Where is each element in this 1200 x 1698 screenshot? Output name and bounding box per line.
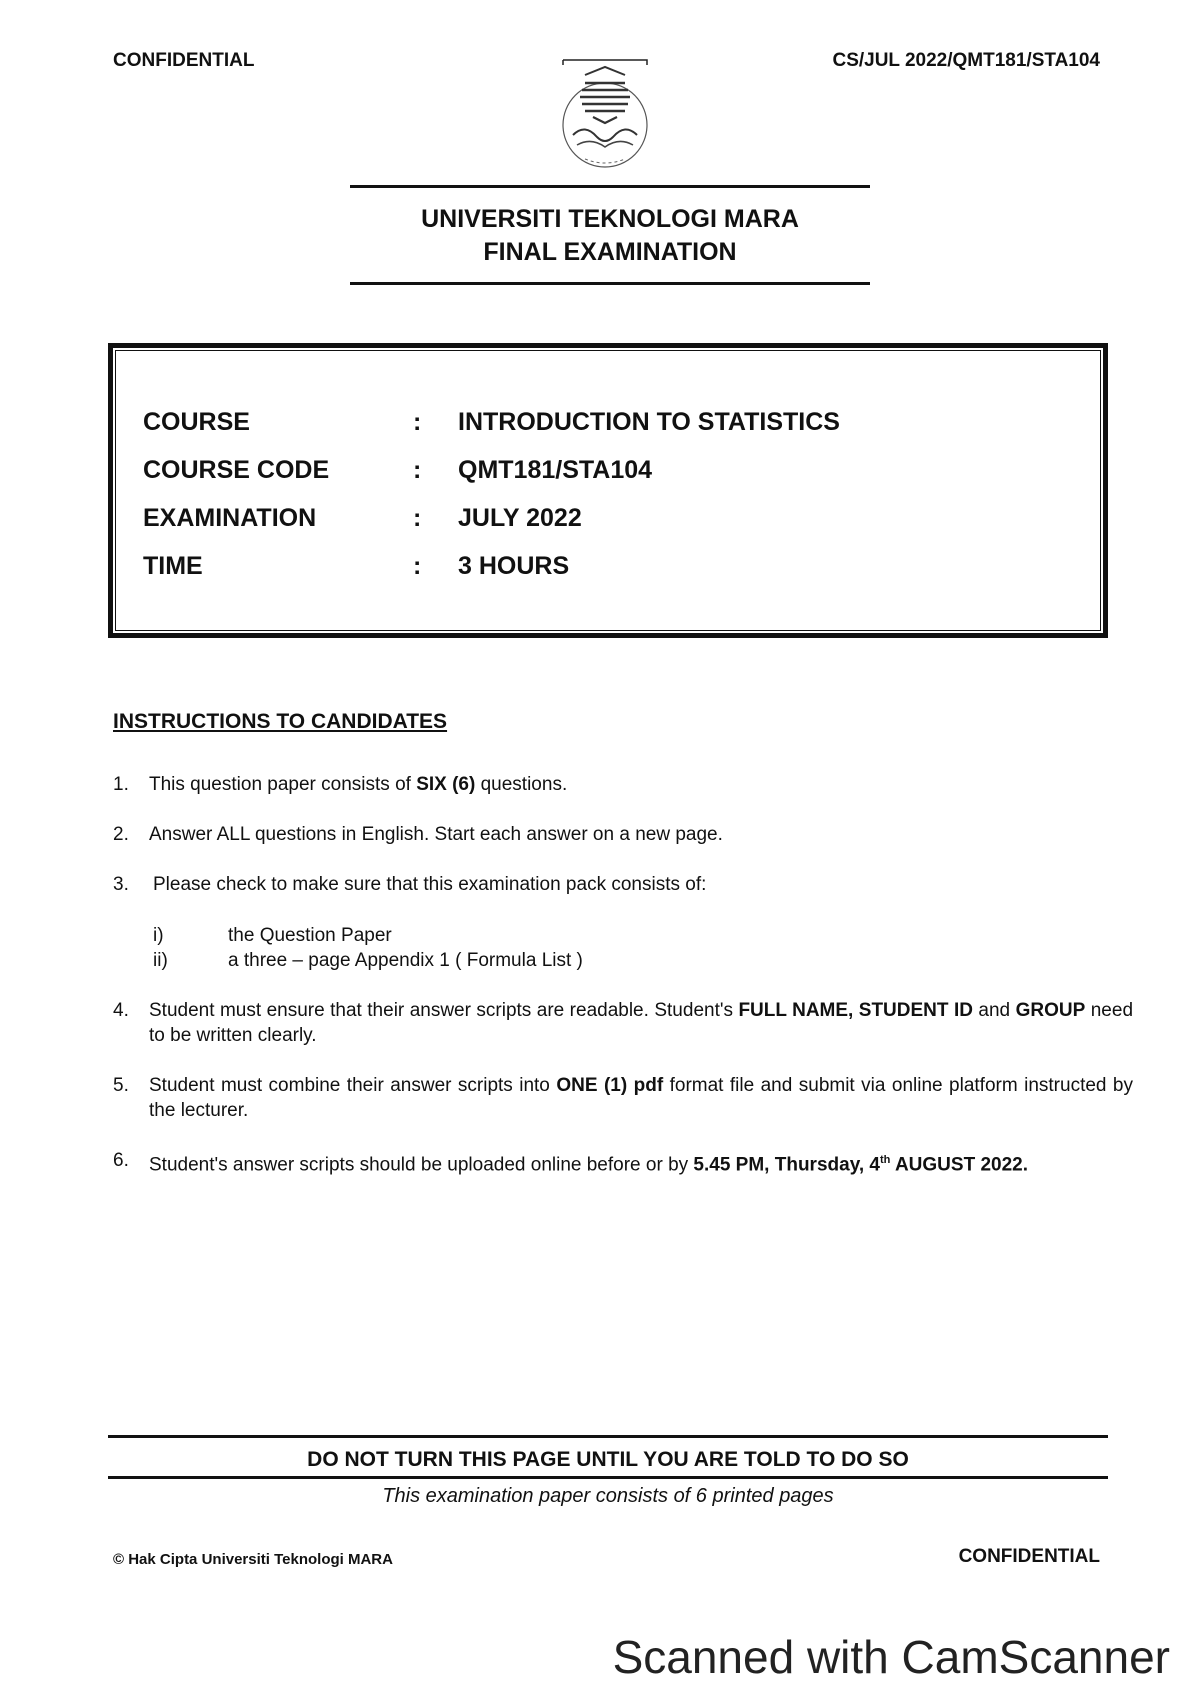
instruction-number: 4. [113,1000,129,1021]
university-crest-icon [555,55,655,175]
footer-top-rule [108,1435,1108,1438]
copyright-notice: © Hak Cipta Universiti Teknologi MARA [113,1551,393,1568]
course-label: COURSE [143,408,250,436]
footer-confidential: CONFIDENTIAL [958,1546,1100,1567]
title-top-rule [350,185,870,188]
time-separator: : [413,552,422,580]
pack-item-number: ii) [153,950,168,971]
pack-item-text: the Question Paper [228,925,392,946]
footer-bottom-rule [108,1476,1108,1479]
instruction-text: Student must ensure that their answer scripts are readable. Student's FULL NAME, STUDENT ID and GROUP need to be written clearly. [149,1000,1134,1046]
course-info-box [108,343,1108,638]
course-code-separator: : [413,456,422,484]
printed-pages-note: This examination paper consists of 6 printed pages [382,1485,834,1507]
title-bottom-rule [350,282,870,285]
camscanner-watermark: Scanned with CamScanner [612,1631,1170,1683]
instruction-number: 1. [113,774,129,795]
course-code-label: COURSE CODE [143,456,330,484]
instruction-number: 3. [113,874,129,895]
instruction-text: Student's answer scripts should be uploaded online before or by 5.45 PM, Thursday, 4th AUGUST 2022. [149,1154,1028,1176]
time-label: TIME [143,552,203,580]
instruction-number: 5. [113,1075,129,1096]
header-paper-code: CS/JUL 2022/QMT181/STA104 [832,50,1100,71]
exam-title: FINAL EXAMINATION [483,238,737,266]
pack-item-number: i) [153,925,164,946]
instruction-text: Answer ALL questions in English. Start each answer on a new page. [149,824,723,845]
do-not-turn-warning: DO NOT TURN THIS PAGE UNTIL YOU ARE TOLD TO DO SO [307,1448,909,1471]
header-confidential: CONFIDENTIAL [113,50,255,71]
examination-label: EXAMINATION [143,504,317,532]
course-code-value: QMT181/STA104 [458,456,653,484]
course-separator: : [413,408,422,436]
university-name: UNIVERSITI TEKNOLOGI MARA [421,205,799,233]
pack-item-text: a three – page Appendix 1 ( Formula List ) [228,950,583,971]
time-value: 3 HOURS [458,552,570,580]
instruction-text: Please check to make sure that this examination pack consists of: [153,874,707,895]
course-value: INTRODUCTION TO STATISTICS [458,408,840,436]
instruction-text: This question paper consists of SIX (6) questions. [149,774,568,795]
examination-separator: : [413,504,422,532]
examination-value: JULY 2022 [458,504,582,532]
instruction-number: 2. [113,824,129,845]
instruction-text: Student must combine their answer scripts into ONE (1) pdf format file and submit via online platform instructed by the lecturer. [149,1075,1133,1121]
instruction-number: 6. [113,1150,129,1171]
instructions-heading: INSTRUCTIONS TO CANDIDATES [113,710,448,733]
